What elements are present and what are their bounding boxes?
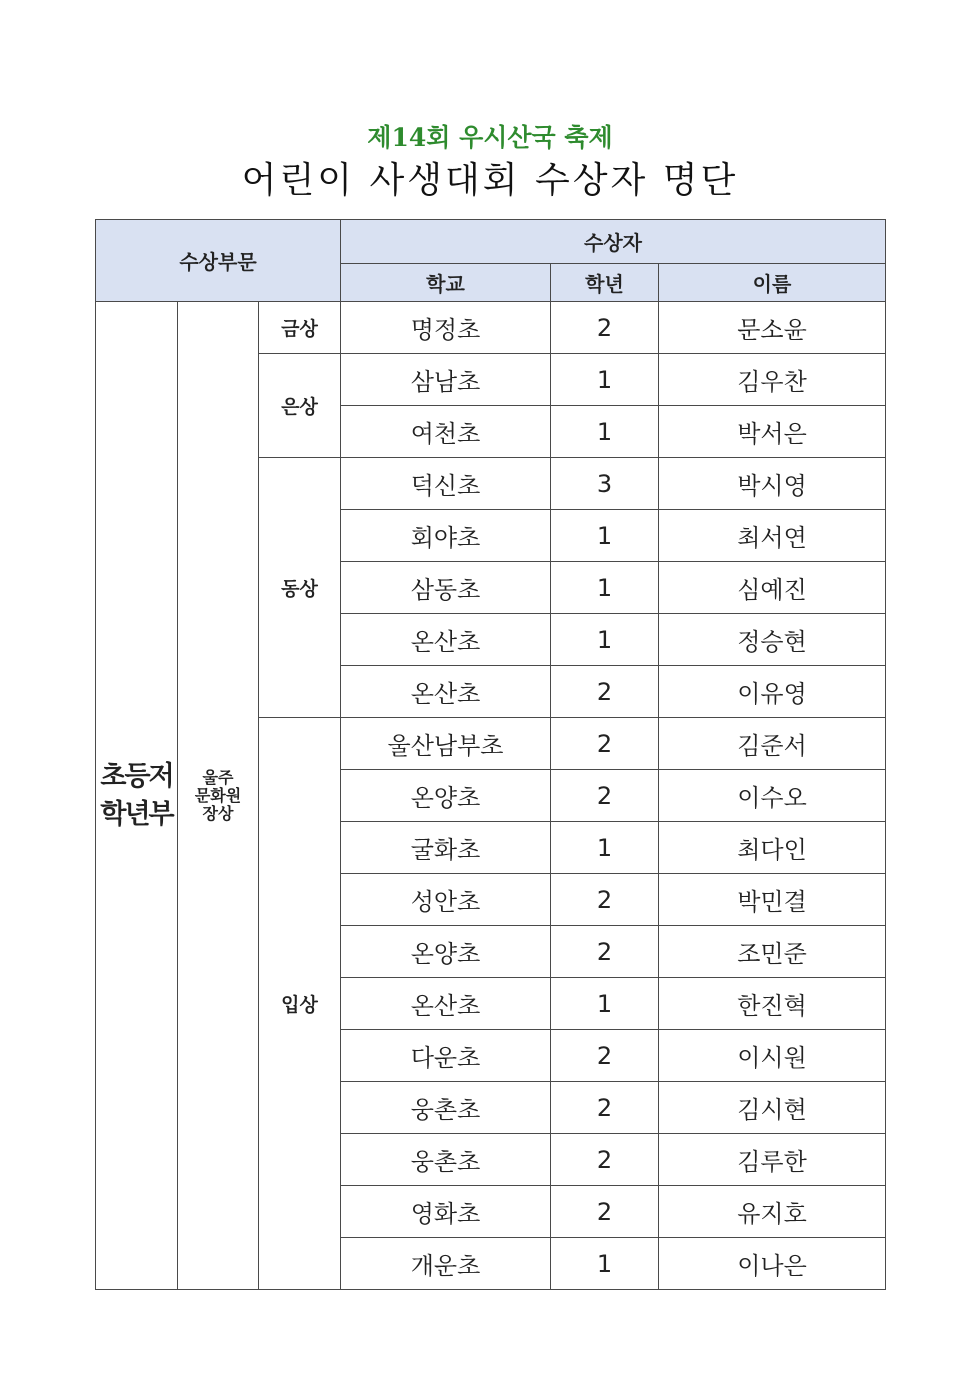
award-level-cell: 입상 xyxy=(259,718,341,1290)
winners-table-body xyxy=(96,302,886,1290)
school-cell: 여천초 xyxy=(341,406,551,458)
school-cell: 회야초 xyxy=(341,510,551,562)
grade-cell: 2 xyxy=(551,1134,659,1186)
name-cell: 유지호 xyxy=(659,1186,886,1238)
award-section-header: 수상부문 xyxy=(96,220,341,302)
grade-cell: 2 xyxy=(551,718,659,770)
grade-cell: 2 xyxy=(551,1030,659,1082)
school-header: 학교 xyxy=(341,264,551,302)
grade-cell: 3 xyxy=(551,458,659,510)
name-header: 이름 xyxy=(659,264,886,302)
school-cell: 성안초 xyxy=(341,874,551,926)
grade-cell: 2 xyxy=(551,666,659,718)
category-label: 울주 문화원 장상 xyxy=(194,767,242,823)
school-cell: 삼동초 xyxy=(341,562,551,614)
name-cell: 조민준 xyxy=(659,926,886,978)
name-cell: 이시원 xyxy=(659,1030,886,1082)
school-cell: 굴화초 xyxy=(341,822,551,874)
name-cell: 이수오 xyxy=(659,770,886,822)
winners-header: 수상자 xyxy=(341,220,886,264)
school-cell: 웅촌초 xyxy=(341,1134,551,1186)
school-cell: 온산초 xyxy=(341,666,551,718)
winners-table xyxy=(95,219,886,1290)
award-level-cell: 은상 xyxy=(259,354,341,458)
name-cell: 김루한 xyxy=(659,1134,886,1186)
name-cell: 최다인 xyxy=(659,822,886,874)
event-subtitle: 제14회 우시산국 축제 xyxy=(367,123,613,152)
name-cell: 박시영 xyxy=(659,458,886,510)
school-cell: 다운초 xyxy=(341,1030,551,1082)
grade-cell: 1 xyxy=(551,614,659,666)
division-label: 초등저 학년부 xyxy=(100,760,173,830)
grade-cell: 2 xyxy=(551,1186,659,1238)
grade-header: 학년 xyxy=(551,264,659,302)
name-cell: 이나은 xyxy=(659,1238,886,1290)
name-cell: 한진혁 xyxy=(659,978,886,1030)
page-title: 어린이 사생대회 수상자 명단 xyxy=(241,160,739,201)
award-level-cell: 동상 xyxy=(259,458,341,718)
school-cell: 온양초 xyxy=(341,770,551,822)
grade-cell: 1 xyxy=(551,1238,659,1290)
school-cell: 온양초 xyxy=(341,926,551,978)
name-cell: 최서연 xyxy=(659,510,886,562)
school-cell: 덕신초 xyxy=(341,458,551,510)
name-cell: 문소윤 xyxy=(659,302,886,354)
grade-cell: 1 xyxy=(551,354,659,406)
category-cell xyxy=(178,302,259,1290)
grade-cell: 2 xyxy=(551,926,659,978)
name-cell: 박민결 xyxy=(659,874,886,926)
grade-cell: 2 xyxy=(551,770,659,822)
school-cell: 웅촌초 xyxy=(341,1082,551,1134)
school-cell: 울산남부초 xyxy=(341,718,551,770)
name-cell: 심예진 xyxy=(659,562,886,614)
grade-cell: 1 xyxy=(551,978,659,1030)
school-cell: 명정초 xyxy=(341,302,551,354)
name-cell: 박서은 xyxy=(659,406,886,458)
school-cell: 영화초 xyxy=(341,1186,551,1238)
school-cell: 온산초 xyxy=(341,614,551,666)
name-cell: 김준서 xyxy=(659,718,886,770)
grade-cell: 2 xyxy=(551,874,659,926)
school-cell: 온산초 xyxy=(341,978,551,1030)
grade-cell: 1 xyxy=(551,510,659,562)
name-cell: 김우찬 xyxy=(659,354,886,406)
grade-cell: 1 xyxy=(551,822,659,874)
grade-cell: 2 xyxy=(551,302,659,354)
table-row xyxy=(96,302,886,354)
division-cell xyxy=(96,302,178,1290)
name-cell: 김시현 xyxy=(659,1082,886,1134)
grade-cell: 2 xyxy=(551,1082,659,1134)
grade-cell: 1 xyxy=(551,406,659,458)
name-cell: 이유영 xyxy=(659,666,886,718)
name-cell: 정승현 xyxy=(659,614,886,666)
school-cell: 삼남초 xyxy=(341,354,551,406)
school-cell: 개운초 xyxy=(341,1238,551,1290)
award-level-cell: 금상 xyxy=(259,302,341,354)
grade-cell: 1 xyxy=(551,562,659,614)
